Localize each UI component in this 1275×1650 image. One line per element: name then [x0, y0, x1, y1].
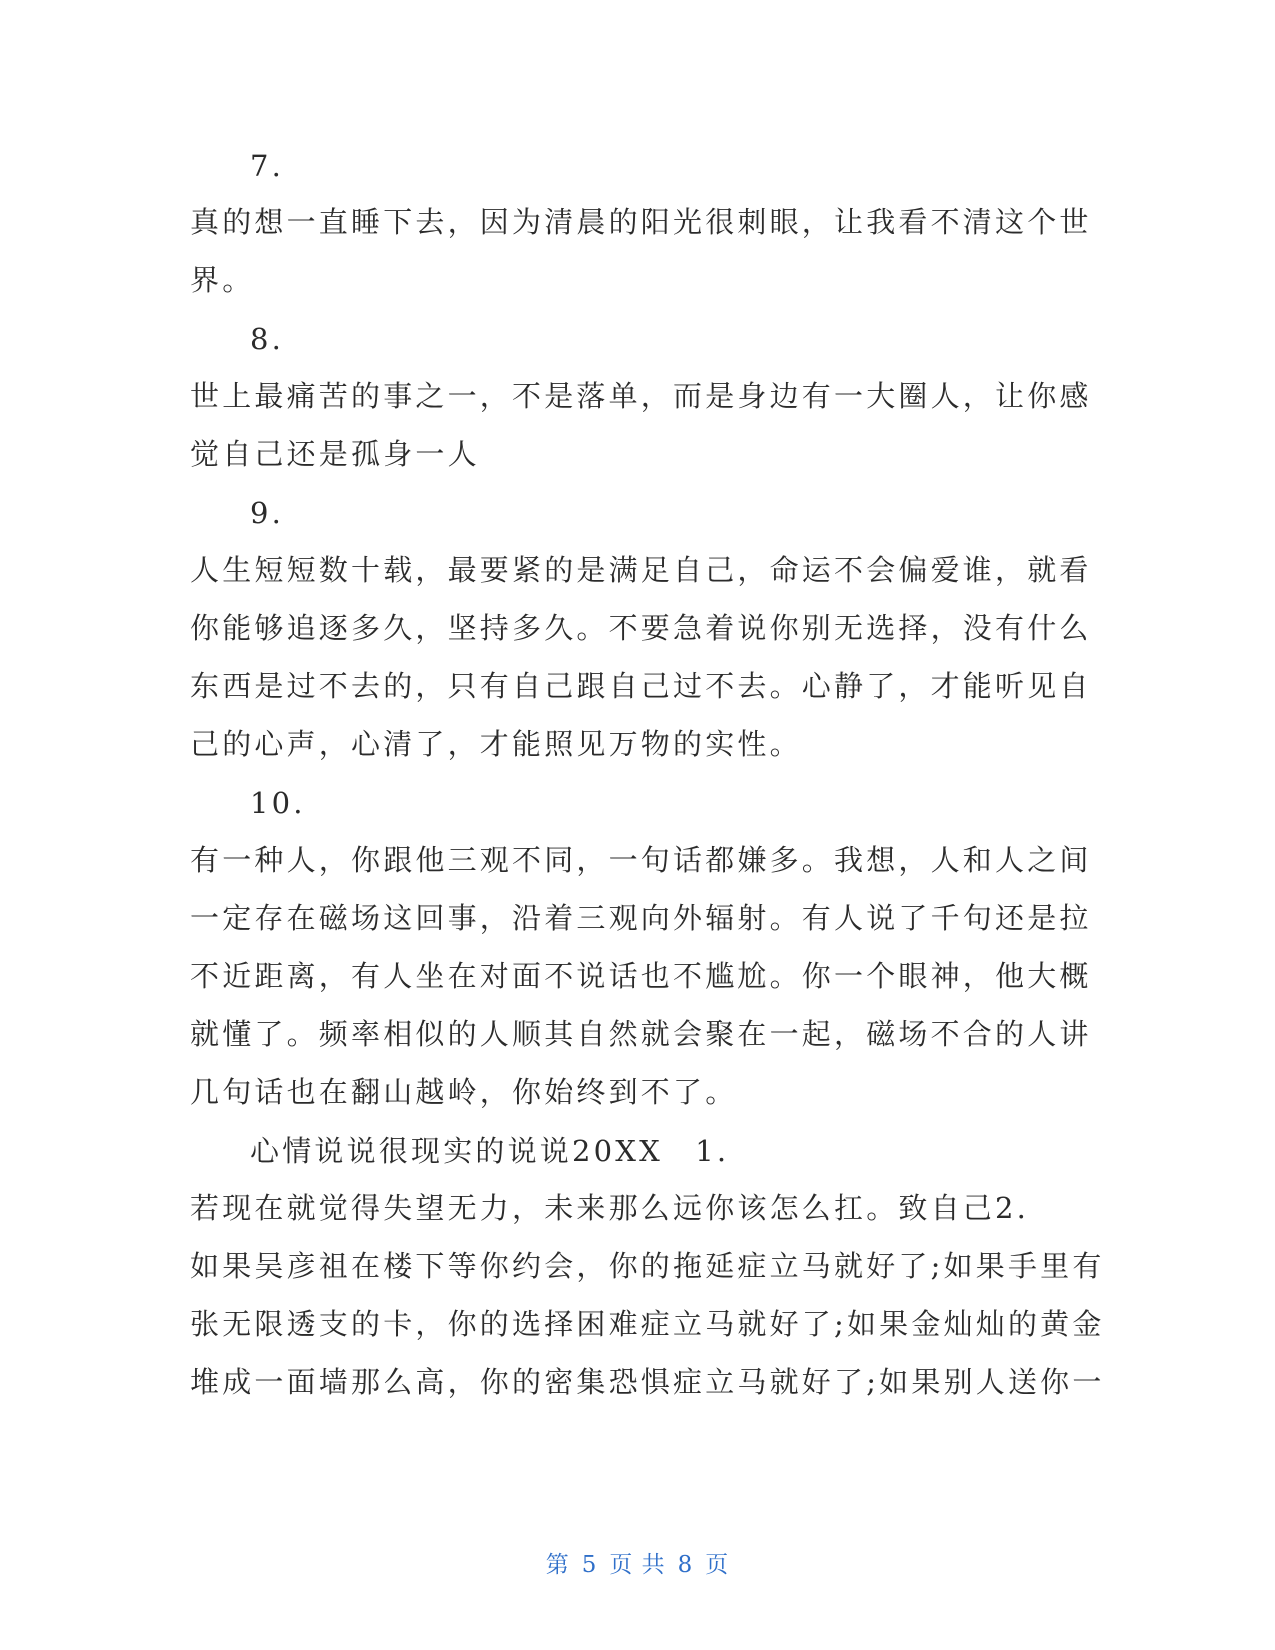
- section-line-4: 堆成一面墙那么高，你的密集恐惧症立马就好了;如果别人送你一: [190, 1365, 1105, 1399]
- item-number-10: 10.: [250, 786, 306, 820]
- item-10-line-4: 就懂了。频率相似的人顺其自然就会聚在一起，磁场不合的人讲: [190, 1017, 1092, 1051]
- footer-prefix: 第: [545, 1552, 570, 1578]
- footer-page-number: 5: [581, 1552, 598, 1578]
- item-7-line-2: 界。: [190, 263, 255, 297]
- item-10-line-2: 一定存在磁场这回事，沿着三观向外辐射。有人说了千句还是拉: [190, 901, 1092, 935]
- section-line-3: 张无限透支的卡，你的选择困难症立马就好了;如果金灿灿的黄金: [190, 1307, 1105, 1341]
- item-9-line-2: 你能够追逐多久，坚持多久。不要急着说你别无选择，没有什么: [190, 611, 1092, 645]
- item-9-line-1: 人生短短数十载，最要紧的是满足自己，命运不会偏爱谁，就看: [190, 553, 1092, 587]
- item-10-line-3: 不近距离，有人坐在对面不说话也不尴尬。你一个眼神，他大概: [190, 959, 1092, 993]
- section-heading: 心情说说很现实的说说20XX 1.: [250, 1134, 730, 1168]
- item-8-line-2: 觉自己还是孤身一人: [190, 437, 480, 471]
- section-line-2: 如果吴彦祖在楼下等你约会，你的拖延症立马就好了;如果手里有: [190, 1249, 1105, 1283]
- item-7-line-1: 真的想一直睡下去，因为清晨的阳光很刺眼，让我看不清这个世: [190, 205, 1092, 239]
- item-10-line-1: 有一种人，你跟他三观不同，一句话都嫌多。我想，人和人之间: [190, 843, 1092, 877]
- item-number-9: 9.: [250, 496, 285, 530]
- item-10-line-5: 几句话也在翻山越岭，你始终到不了。: [190, 1075, 738, 1109]
- item-number-8: 8.: [250, 322, 285, 356]
- item-8-line-1: 世上最痛苦的事之一，不是落单，而是身边有一大圈人，让你感: [190, 379, 1092, 413]
- section-line-1: 若现在就觉得失望无力，未来那么远你该怎么扛。致自己2.: [190, 1191, 1030, 1225]
- item-number-7: 7.: [250, 149, 285, 183]
- footer-middle: 页 共: [609, 1552, 666, 1578]
- footer-suffix: 页: [705, 1552, 730, 1578]
- item-9-line-3: 东西是过不去的，只有自己跟自己过不去。心静了，才能听见自: [190, 669, 1092, 703]
- item-9-line-4: 己的心声，心清了，才能照见万物的实性。: [190, 727, 802, 761]
- footer-total-pages: 8: [677, 1552, 694, 1578]
- page-footer: [0, 1546, 1275, 1579]
